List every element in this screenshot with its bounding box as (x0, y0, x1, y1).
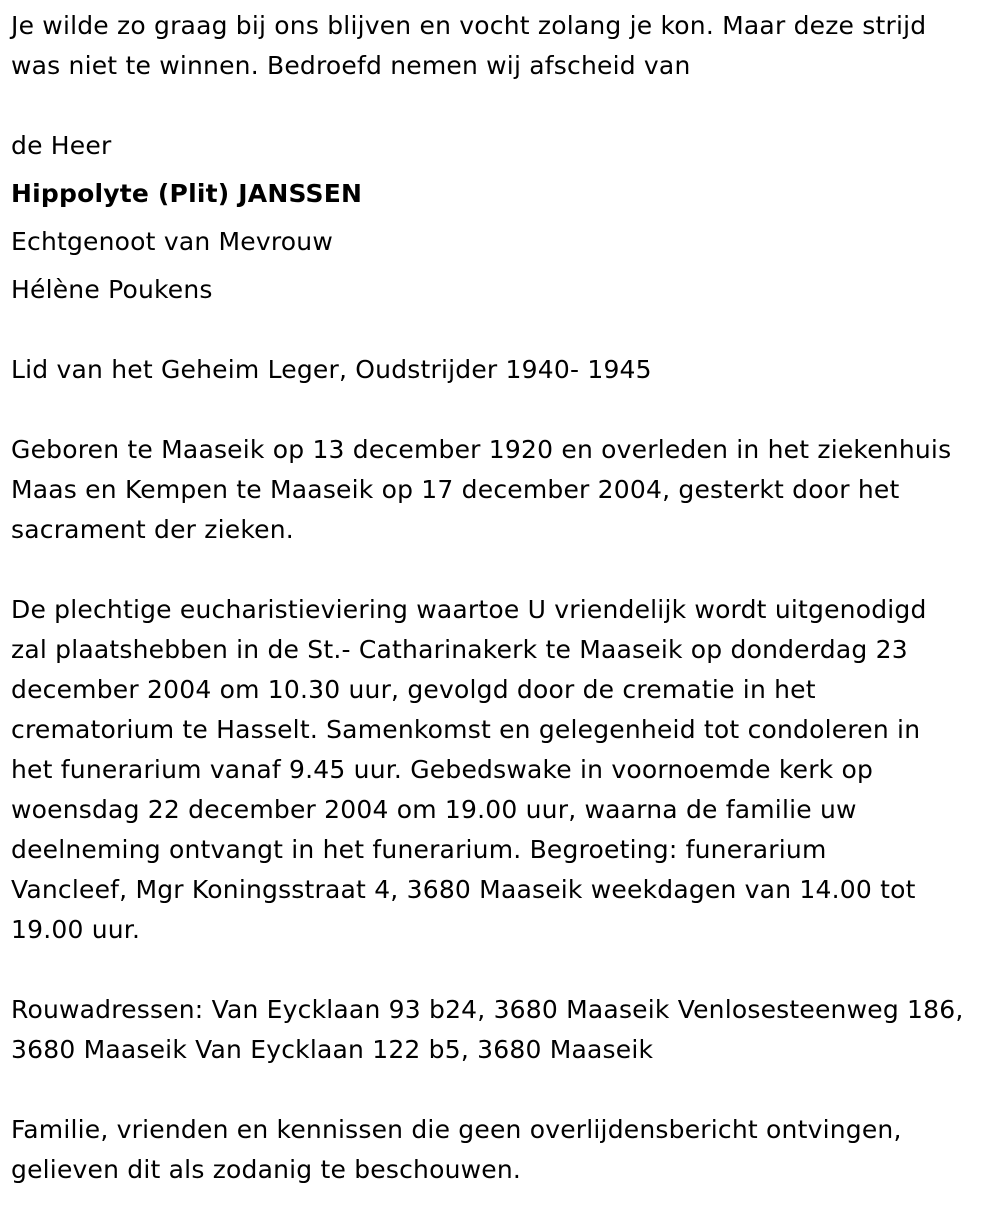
birth-death-line: Maas en Kempen te Maaseik op 17 december 2004, gesterkt door het (11, 475, 900, 504)
intro-line: Je wilde zo graag bij ons blijven en vocht zolang je kon. Maar deze strijd (11, 11, 927, 40)
membership-line: Lid van het Geheim Leger, Oudstrijder 1940- 1945 (11, 355, 652, 384)
ceremony-line: Vancleef, Mgr Koningsstraat 4, 3680 Maaseik weekdagen van 14.00 tot (11, 875, 916, 904)
address-line: 3680 Maaseik Van Eycklaan 122 b5, 3680 Maaseik (11, 1035, 654, 1064)
ceremony-line: 19.00 uur. (11, 915, 141, 944)
ceremony-line: woensdag 22 december 2004 om 19.00 uur, waarna de familie uw (11, 795, 857, 824)
intro-line: was niet te winnen. Bedroefd nemen wij afscheid van (11, 51, 691, 80)
spouse-line: Hélène Poukens (11, 275, 213, 304)
deceased-name: Hippolyte (Plit) JANSSEN (11, 179, 363, 208)
closing-line: Familie, vrienden en kennissen die geen overlijdensbericht ontvingen, (11, 1115, 902, 1144)
ceremony-line: crematorium te Hasselt. Samenkomst en gelegenheid tot condoleren in (11, 715, 921, 744)
ceremony-line: zal plaatshebben in de St.- Catharinakerk te Maaseik op donderdag 23 (11, 635, 908, 664)
spouse-line: Echtgenoot van Mevrouw (11, 227, 333, 256)
birth-death-line: sacrament der zieken. (11, 515, 294, 544)
ceremony-line: december 2004 om 10.30 uur, gevolgd door de crematie in het (11, 675, 816, 704)
honorific: de Heer (11, 131, 112, 160)
closing-line: gelieven dit als zodanig te beschouwen. (11, 1155, 522, 1184)
birth-death-line: Geboren te Maaseik op 13 december 1920 en overleden in het ziekenhuis (11, 435, 952, 464)
ceremony-line: De plechtige eucharistieviering waartoe U vriendelijk wordt uitgenodigd (11, 595, 927, 624)
ceremony-line: deelneming ontvangt in het funerarium. Begroeting: funerarium (11, 835, 827, 864)
address-line: Rouwadressen: Van Eycklaan 93 b24, 3680 Maaseik Venlosesteenweg 186, (11, 995, 964, 1024)
ceremony-line: het funerarium vanaf 9.45 uur. Gebedswake in voornoemde kerk op (11, 755, 874, 784)
